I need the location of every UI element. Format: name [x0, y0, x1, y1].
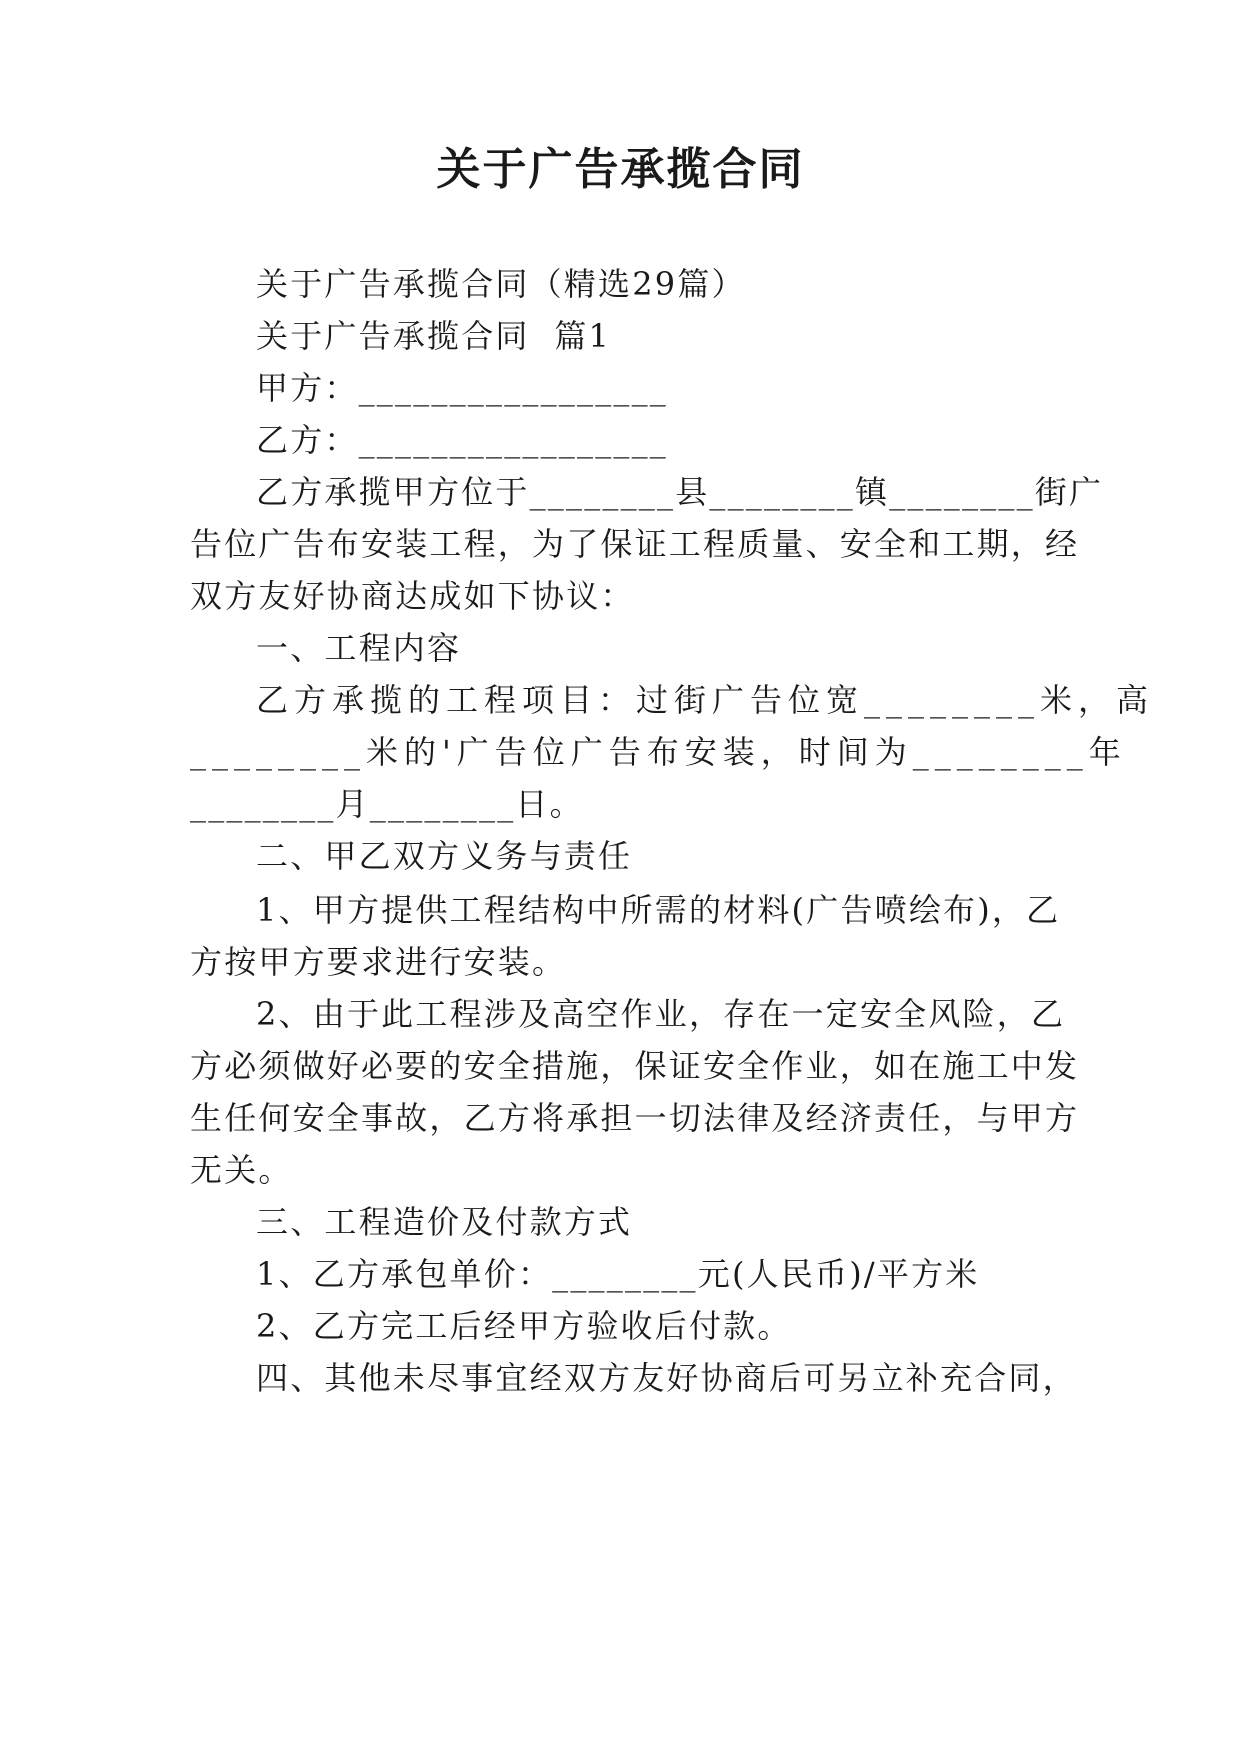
- paragraph-line: ________米的'广告位广告布安装，时间为________年: [190, 733, 1127, 771]
- paragraph-line: 2、由于此工程涉及高空作业，存在一定安全风险，乙: [256, 995, 1066, 1033]
- paragraph-line: 1、乙方承包单价：________元(人民币)/平方米: [256, 1255, 980, 1293]
- section-heading-line: 四、其他未尽事宜经双方友好协商后可另立补充合同，: [256, 1359, 1077, 1397]
- paragraph-line: 乙方承揽甲方位于________县________镇________街广: [256, 473, 1104, 511]
- section-heading-line: 二、甲乙双方义务与责任: [256, 837, 633, 875]
- paragraph-line: 无关。: [190, 1151, 293, 1189]
- paragraph-line: ________月________日。: [190, 785, 584, 823]
- party-a-line: 甲方：_________________: [256, 369, 669, 407]
- section-heading-line: 三、工程造价及付款方式: [256, 1203, 633, 1241]
- section-heading-line: 一、工程内容: [256, 629, 462, 667]
- party-b-line: 乙方：_________________: [256, 421, 669, 459]
- paragraph-line: 双方友好协商达成如下协议：: [190, 577, 635, 615]
- document-title: 关于广告承揽合同: [436, 144, 805, 195]
- paragraph-line: 1、甲方提供工程结构中所需的材料(广告喷绘布)，乙: [256, 891, 1061, 929]
- paragraph-line: 告位广告布安装工程，为了保证工程质量、安全和工期，经: [190, 525, 1080, 563]
- paragraph-line: 方按甲方要求进行安装。: [190, 943, 567, 981]
- subtitle-line: 关于广告承揽合同（精选29篇）: [256, 265, 746, 303]
- paragraph-line: 生任何安全事故，乙方将承担一切法律及经济责任，与甲方: [190, 1099, 1080, 1137]
- paragraph-line: 2、乙方完工后经甲方验收后付款。: [256, 1307, 792, 1345]
- section-heading-line: 关于广告承揽合同 篇1: [256, 317, 612, 355]
- paragraph-line: 方必须做好必要的安全措施，保证安全作业，如在施工中发: [190, 1047, 1080, 1085]
- paragraph-line: 乙方承揽的工程项目：过街广告位宽________米，高: [256, 681, 1155, 719]
